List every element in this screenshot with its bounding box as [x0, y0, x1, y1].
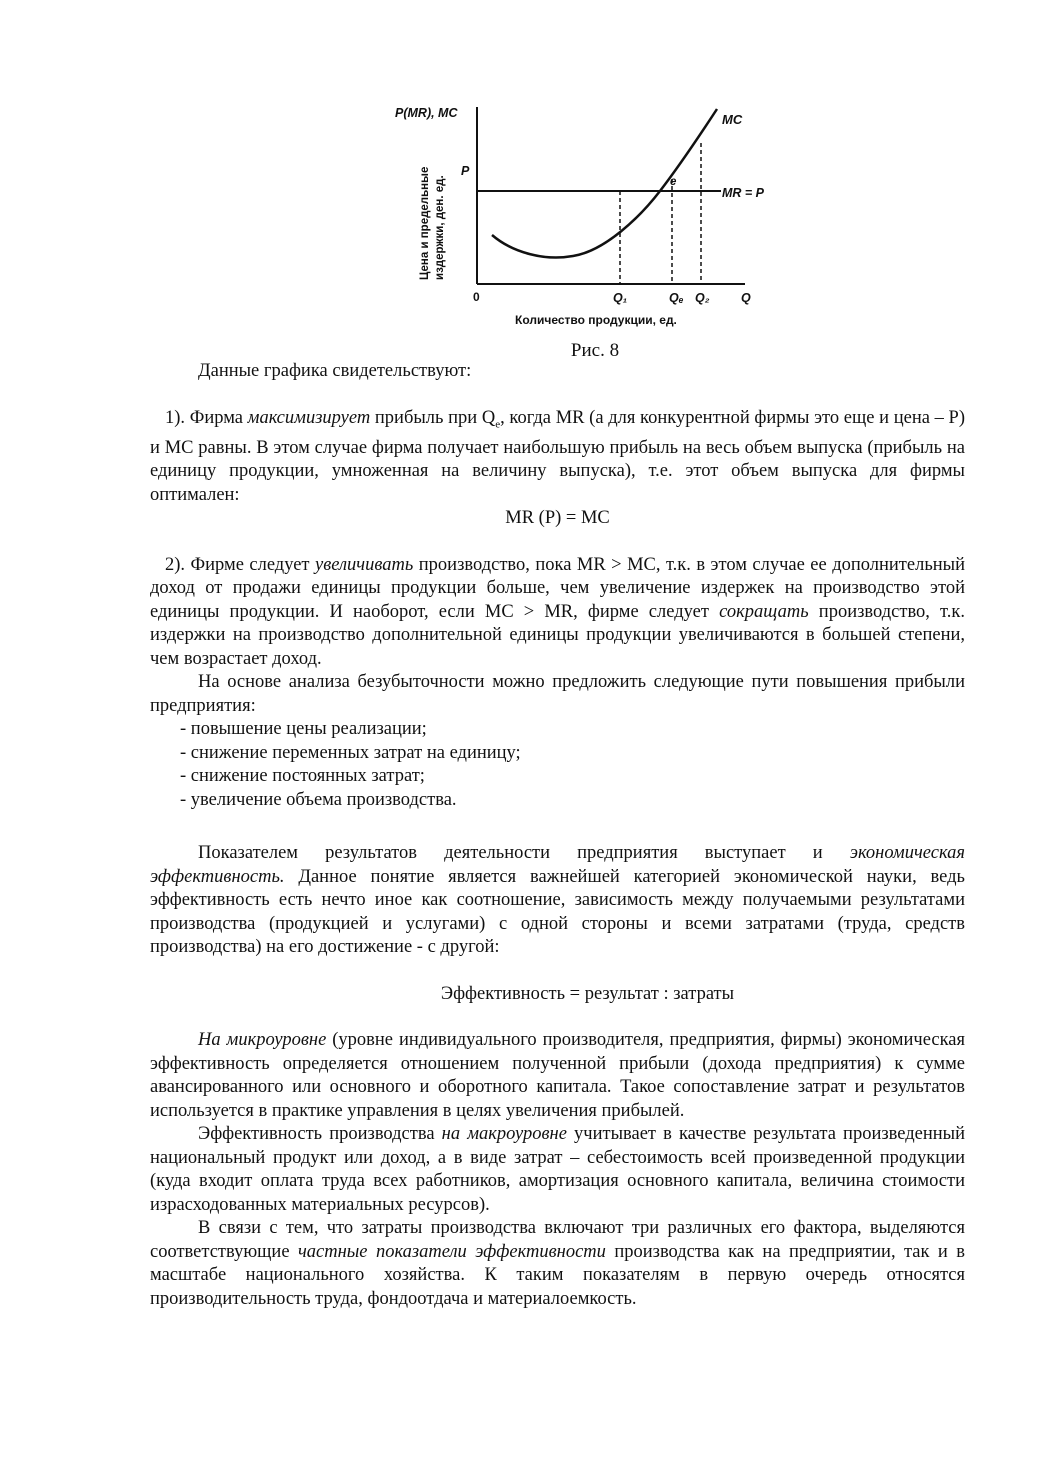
text-block-2 — [150, 842, 965, 1311]
mc-label: MC — [722, 112, 743, 127]
mc-curve — [492, 109, 717, 257]
q-label: Q — [741, 291, 751, 305]
equilibrium-label: e — [670, 176, 677, 188]
lead-line: Данные графика свидетельствуют: — [198, 361, 472, 381]
q1-label: Q₁ — [613, 291, 628, 305]
paragraph-4: Показателем результатов деятельности предприятия выступает и экономическая эффективность. Данное понятие является важнейшей категорией экономической науки, ведь эффективность есть нечто иное как соотношение, зависимость между получаемыми результатами производства (продукцией и услугами) с одной стороны и всеми затратами (труда, средств производства) на его достижение - с другой: — [150, 843, 965, 957]
p-label: P — [461, 164, 470, 178]
paragraph-5: На микроуровне (уровне индивидуального производителя, предприятия, фирмы) экономическая эффективность определяется отношением полученной прибыли (дохода предприятия) к сумме авансированного или основного и оборотного капитала. Такое сопоставление затрат и результатов используется в практике управления в целях увеличения прибылей. — [150, 1030, 966, 1121]
list-item: - снижение переменных затрат на единицу; — [180, 742, 965, 766]
paragraph-6: Эффективность производства на макроуровне учитывает в качестве результата произведенный национальный продукт или доход, а в виде затрат – себестоимость всей произведенной продукции (куда входит оплата труда всех работников, амортизация основного капитала, величина стоимости израсходованных материальных ресурсов). — [150, 1124, 965, 1215]
formula-efficiency: Эффективность = результат : затраты — [440, 983, 735, 1004]
origin-label: 0 — [473, 290, 480, 304]
paragraph-2: 2). Фирме следует увеличивать производство, пока MR > MC, т.к. в этом случае ее дополнительный доход от продажи единицы продукции больше, чем увеличение издержек на производство этой единицы продукции. И наоборот, если MC > MR, фирме следует сокращать производство, т.к. издержки на производство дополнительной единицы продукции увеличиваются в большей степени, чем возрастает доход. — [150, 554, 965, 669]
list-item: - снижение постоянных затрат; — [180, 765, 965, 789]
paragraph-3: На основе анализа безубыточности можно предложить следующие пути повышения прибыли предприятия: — [150, 672, 965, 716]
y-axis-label-line2: издержки, ден. ед. — [434, 175, 446, 280]
y-axis-title: P(MR), MC — [395, 106, 458, 120]
formula-mr-mc: MR (P) = MC — [505, 508, 610, 529]
x-axis-label: Количество продукции, ед. — [515, 313, 677, 327]
figure-caption: Рис. 8 — [570, 340, 620, 361]
mr-p-label: MR = P — [722, 186, 765, 200]
y-axis-label-line1: Цена и предельные — [419, 166, 431, 280]
qe-label: Qₑ — [669, 291, 684, 305]
paragraph-7: В связи с тем, что затраты производства включают три различных его фактора, выделяются соответствующие частные показатели эффективности производства как на предприятии, так и в масштабе национального хозяйства. К таким показателям в первую очередь относятся производительность труда, фондоотдача и материалоемкость. — [150, 1218, 965, 1309]
list-item: - увеличение объема производства. — [180, 789, 965, 813]
improvement-list — [150, 718, 965, 812]
q2-label: Q₂ — [695, 291, 710, 305]
paragraph-1: 1). Фирма максимизирует прибыль при $Q_e$, когда MR (а для конкурентной фирмы это еще и цена – Р) и МС равны. В этом случае фирма получает наибольшую прибыль на весь объем выпуска (прибыль на единицу продукции, умноженная на величину выпуска), т.е. этот объем выпуска для фирмы оптимален: — [150, 407, 965, 505]
mc-mr-diagram — [395, 95, 795, 335]
text-block-1 — [150, 360, 965, 812]
list-item: - повышение цены реализации; — [180, 718, 965, 742]
